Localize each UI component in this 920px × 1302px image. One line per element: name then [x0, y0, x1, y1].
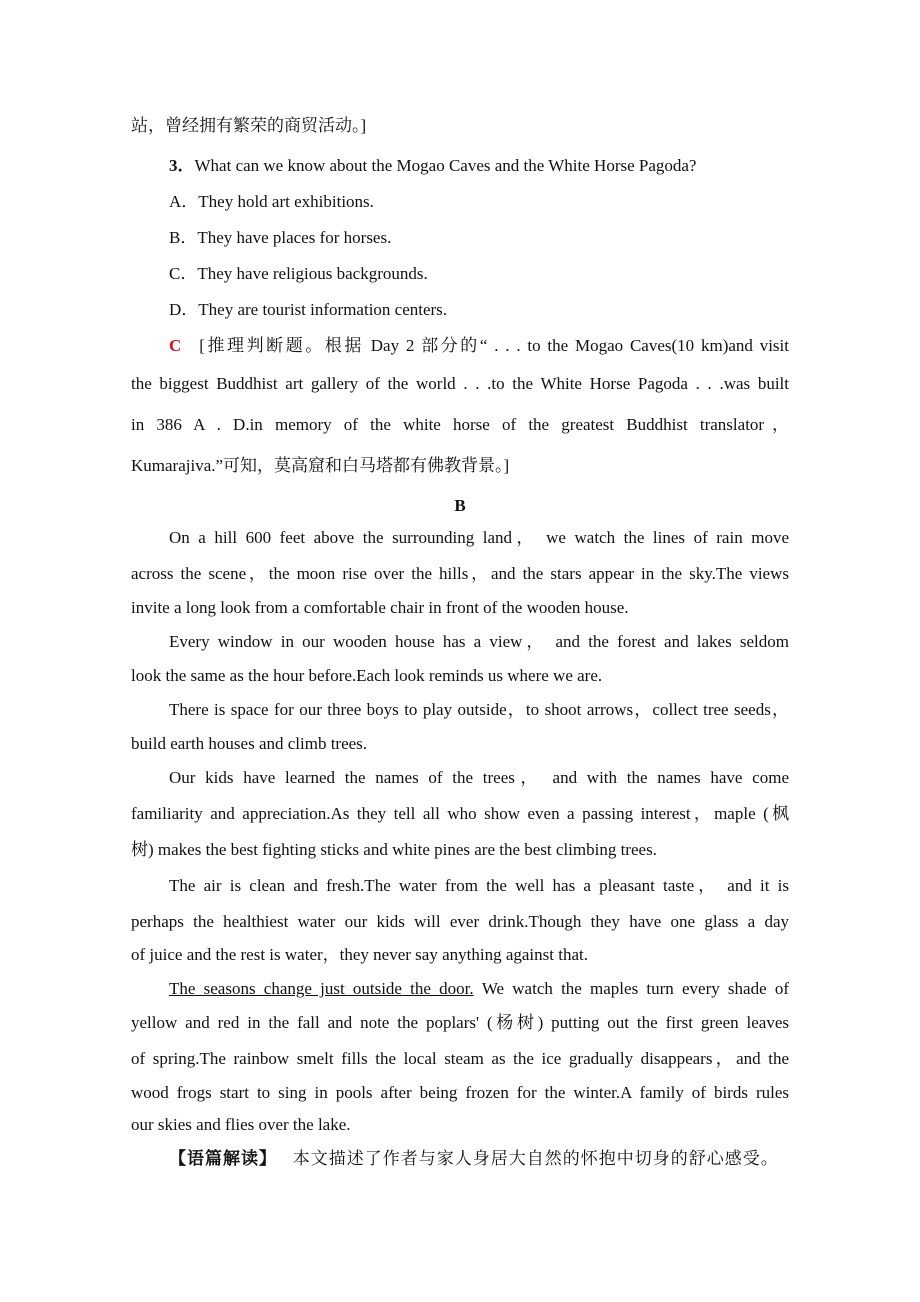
explanation-line-3: in 386 A . D.in memory of the white horse of the greatest Buddhist translator， [131, 415, 789, 434]
passage-line: perhaps the healthiest water our kids will ever drink.Though they have one glass a day [131, 912, 789, 931]
passage-line: The air is clean and fresh.The water from the well has a pleasant taste， and it is [169, 876, 789, 895]
passage-line: There is space for our three boys to play outside，to shoot arrows，collect tree seeds， [169, 700, 789, 719]
passage-line: across the scene，the moon rise over the hills，and the stars appear in the sky.The views [131, 564, 789, 583]
passage-line: Our kids have learned the names of the trees， and with the names have come [169, 768, 789, 787]
explanation-line-1 [169, 334, 789, 358]
question-text: What can we know about the Mogao Caves and the White Horse Pagoda? [194, 156, 697, 175]
question-3-stem [169, 154, 789, 178]
passage-line: 树) makes the best fighting sticks and white pines are the best climbing trees. [131, 840, 657, 859]
previous-explanation-tail: 站，曾经拥有繁荣的商贸活动。] [131, 116, 367, 135]
explanation-line-2: the biggest Buddhist art gallery of the world . . .to the White Horse Pagoda . . .was built [131, 374, 789, 393]
passage-line: of juice and the rest is water，they never say anything against that. [131, 945, 588, 964]
passage-line: our skies and flies over the lake. [131, 1115, 351, 1134]
explanation-line-4: Kumarajiva.”可知，莫高窟和白马塔都有佛教背景。] [131, 456, 510, 475]
option-a: A．They hold art exhibitions. [169, 192, 374, 211]
underlined-sentence: The seasons change just outside the door. [169, 979, 474, 998]
summary-label: 【语篇解读】 [169, 1149, 277, 1168]
section-heading: B [454, 496, 466, 515]
option-d: D．They are tourist information centers. [169, 300, 448, 319]
passage-line-text: We watch the maples turn every shade of [481, 979, 790, 998]
passage-line: look the same as the hour before.Each look reminds us where we are. [131, 666, 603, 685]
option-c: C．They have religious backgrounds. [169, 264, 428, 283]
passage-line: wood frogs start to sing in pools after being frozen for the winter.A family of birds rules [131, 1083, 789, 1102]
passage-line: familiarity and appreciation.As they tell all who show even a passing interest，maple (枫 [131, 804, 789, 823]
passage-line: Every window in our wooden house has a view， and the forest and lakes seldom [169, 632, 789, 651]
summary-line [169, 1147, 789, 1171]
passage-line-with-underline [169, 977, 789, 1001]
passage-line: of spring.The rainbow smelt fills the local steam as the ice gradually disappears，and the [131, 1049, 789, 1068]
question-number: 3． [169, 156, 195, 175]
passage-line: build earth houses and climb trees. [131, 734, 368, 753]
explanation-text: [推理判断题。根据 Day 2 部分的“ . . . to the Mogao Caves(10 km)and visit [199, 336, 789, 355]
passage-line: On a hill 600 feet above the surrounding land， we watch the lines of rain move [169, 528, 789, 547]
passage-line: invite a long look from a comfortable chair in front of the wooden house. [131, 598, 629, 617]
answer-letter: C [169, 336, 182, 355]
option-b: B．They have places for horses. [169, 228, 392, 247]
summary-text: 本文描述了作者与家人身居大自然的怀抱中切身的舒心感受。 [292, 1149, 779, 1168]
passage-line: yellow and red in the fall and note the poplars' (杨树) putting out the first green leaves [131, 1013, 789, 1032]
